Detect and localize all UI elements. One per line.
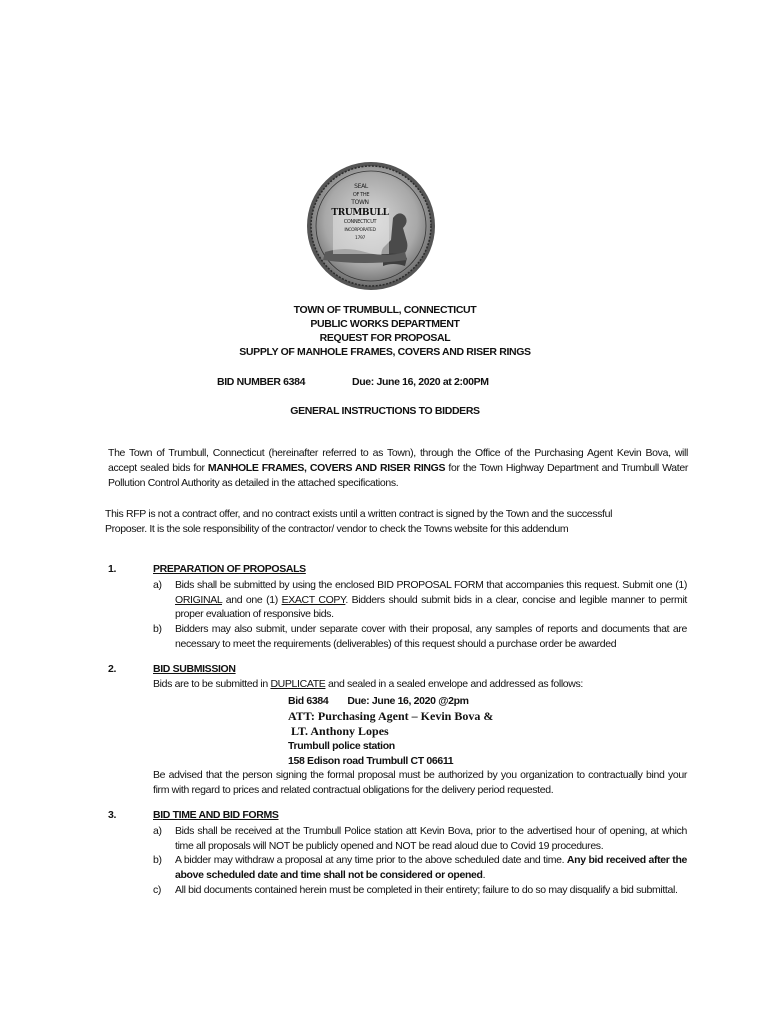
underlined-original: ORIGINAL (175, 593, 222, 606)
item-text: Bids shall be submitted by using the enclosed BID PROPOSAL FORM that accompanies this request. Submit one (1) (175, 579, 687, 591)
department-title: PUBLIC WORKS DEPARTMENT (310, 318, 460, 330)
item-text: and one (1) (222, 593, 282, 606)
section-2-title: BID SUBMISSION (153, 663, 236, 675)
seal-text-year: 1797 (354, 236, 366, 241)
underlined-exact-copy: EXACT COPY (281, 593, 346, 606)
intro-text: and sealed in a sealed envelope and addressed as follows: (325, 678, 583, 690)
rfp-disclaimer (105, 507, 612, 537)
intro-text: Bids are to be submitted in (153, 678, 271, 690)
seal-text-seal: SEAL (354, 183, 368, 190)
intro-paragraph (108, 446, 688, 491)
address-lt-name: LT. Anthony Lopes (291, 724, 389, 738)
section-3-item-c (153, 883, 687, 913)
intro-text-end: for the Town Highway Department and Trumbull Water Pollution Control Authority as detailed in the attached specifications. (108, 462, 688, 489)
section-2-number: 2. (108, 663, 117, 675)
seal-text-of-the: OF THE (352, 192, 370, 198)
item-text: All bid documents contained herein must be completed in their entirety; failure to do so may disqualify a bid submittal. (175, 884, 678, 896)
address-attention: ATT: Purchasing Agent – Kevin Bova & (288, 709, 494, 723)
underlined-duplicate: DUPLICATE (270, 678, 326, 690)
due-date: Due: June 16, 2020 at 2:00PM (352, 376, 489, 388)
intro-text-start: The Town of Trumbull, Connecticut (hereinafter referred to as Town), through the Office of the Purchasing Agent Kevin Bova, will accept sealed bids for (108, 447, 688, 474)
rfp-disclaimer-line2: Proposer. It is the sole responsibility of the contractor/ vendor to check the Towns website for this addendum (105, 523, 569, 535)
item-text: Bidders may also submit, under separate cover with their proposal, any samples of reports and documents that are necessary to meet the requirements (deliverables) of this request should a purchase order be awarded (175, 623, 687, 650)
item-text: Bids shall be received at the Trumbull Police station att Kevin Bova, prior to the advertised hour of opening, at which time all proposals will NOT be publicly opened and NOT be read aloud due to Covid 19 procedures. (175, 825, 687, 852)
rfp-title: REQUEST FOR PROPOSAL (319, 332, 451, 344)
general-instructions-heading: GENERAL INSTRUCTIONS TO BIDDERS (290, 405, 480, 417)
bid-number: BID NUMBER 6384 (217, 376, 306, 388)
section-1-title: PREPARATION OF PROPOSALS (153, 563, 306, 575)
seal-text-incorporated: INCORPORATED (344, 228, 376, 233)
address-station: Trumbull police station (288, 740, 395, 752)
bold-late-bid-warning: Any bid received after the above scheduled date and time shall not be considered or opened (175, 854, 687, 881)
item-label: c) (153, 884, 162, 896)
section-3-item-b (153, 853, 687, 883)
address-due-date: Due: June 16, 2020 @2pm (347, 695, 469, 707)
seal-text-connecticut: CONNECTICUT (343, 219, 377, 225)
section-3-number: 3. (108, 809, 117, 821)
seal-text-trumbull: TRUMBULL (331, 208, 389, 218)
intro-bold-items: MANHOLE FRAMES, COVERS AND RISER RINGS (207, 462, 446, 474)
section-1-number: 1. (108, 563, 117, 575)
item-label: a) (153, 579, 162, 591)
section-1-item-b (153, 622, 687, 652)
item-label: b) (153, 854, 162, 866)
item-text: . (482, 868, 486, 881)
mailing-address (288, 694, 493, 769)
section-2-advice: Be advised that the person signing the formal proposal must be authorized by you organization to contractually bind your firm with regard to prices and related contractual obligations for the delivery period requested. (153, 769, 687, 796)
address-street: 158 Edison road Trumbull CT 06611 (288, 755, 454, 767)
item-text: A bidder may withdraw a proposal at any time prior to the above scheduled date and time. (175, 854, 567, 866)
seal-text-town: TOWN (351, 199, 369, 206)
item-label: a) (153, 825, 162, 837)
address-bid-number: Bid 6384 (288, 695, 329, 707)
section-3-item-a (153, 824, 687, 854)
town-seal-logo (305, 160, 437, 292)
item-text: . Bidders should submit bids in a clear, concise and legible manner to permit proper evaluation of responsive bids. (175, 593, 687, 620)
rfp-disclaimer-line1: This RFP is not a contract offer, and no contract exists until a written contract is signed by the Town and the successful (105, 508, 613, 520)
section-3-title: BID TIME AND BID FORMS (153, 809, 279, 821)
section-2-intro (153, 678, 583, 690)
town-title: TOWN OF TRUMBULL, CONNECTICUT (293, 304, 477, 316)
item-label: b) (153, 623, 162, 635)
supply-title: SUPPLY OF MANHOLE FRAMES, COVERS AND RISER RINGS (239, 346, 531, 358)
section-1-item-a (153, 578, 687, 624)
